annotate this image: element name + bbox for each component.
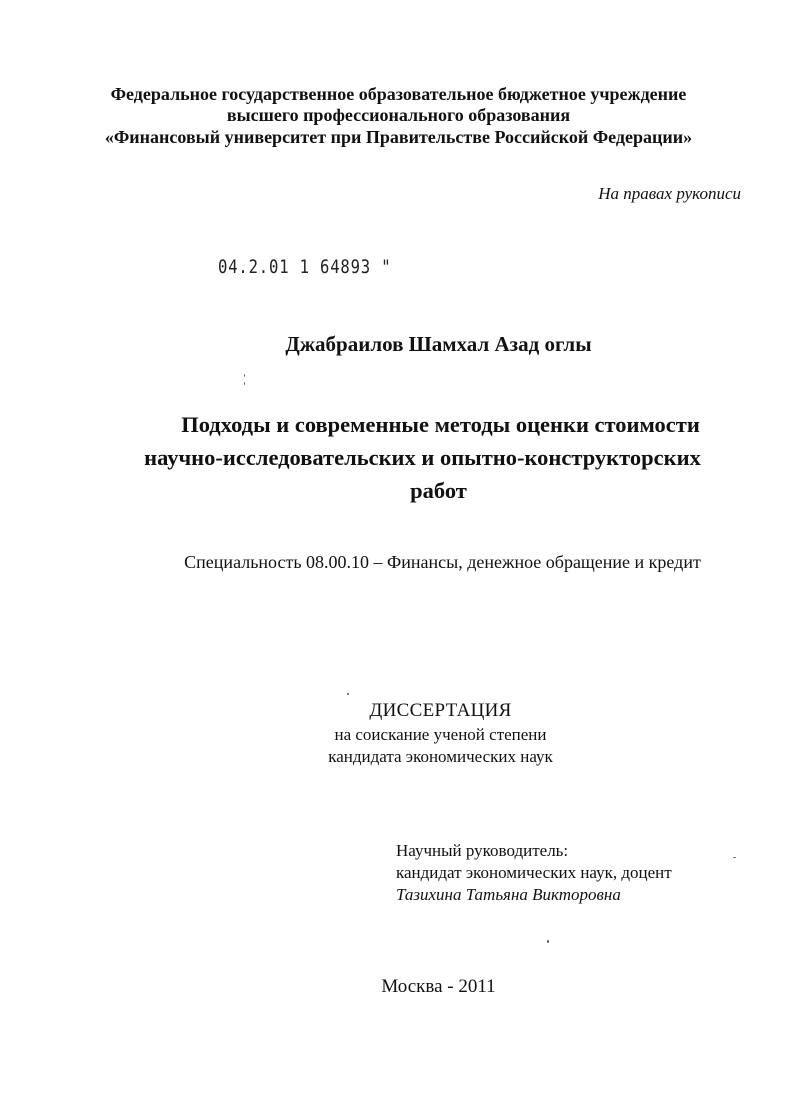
scan-speck — [347, 693, 349, 695]
institution-line-2: высшего профессионального образования — [226, 105, 571, 125]
supervisor-label: Научный руководитель: — [396, 841, 569, 860]
dissertation-title-line-1: Подходы и современные методы оценки стоимости — [181, 412, 700, 437]
supervisor-block — [396, 840, 672, 906]
scan-speck — [244, 374, 245, 377]
scan-speck — [244, 382, 245, 385]
institution-line-1: Федеральное государственное образовательное бюджетное учреждение — [110, 84, 687, 104]
dissertation-title-line-3: работ — [410, 478, 467, 503]
scan-speck — [733, 857, 736, 858]
institution-line-3: «Финансовый университет при Правительстве Российской Федерации» — [104, 127, 693, 147]
dissertation-degree-line-1: на соискание ученой степени — [334, 725, 547, 744]
library-stamp: 04.2.01 1 64893 " — [218, 256, 392, 278]
author-name: Джабраилов Шамхал Азад оглы — [285, 332, 592, 356]
place-year: Москва - 2011 — [381, 976, 496, 997]
supervisor-name: Тазихина Татьяна Викторовна — [396, 885, 621, 904]
dissertation-heading: ДИССЕРТАЦИЯ — [369, 700, 512, 721]
scan-speck — [547, 940, 549, 943]
dissertation-title-line-2: научно-исследовательских и опытно-конструкторских — [144, 445, 701, 470]
dissertation-degree-line-2: кандидата экономических наук — [328, 747, 553, 766]
manuscript-note: На правах рукописи — [598, 184, 741, 203]
specialty: Специальность 08.00.10 – Финансы, денежное обращение и кредит — [184, 552, 701, 572]
supervisor-degree: кандидат экономических наук, доцент — [396, 863, 672, 882]
